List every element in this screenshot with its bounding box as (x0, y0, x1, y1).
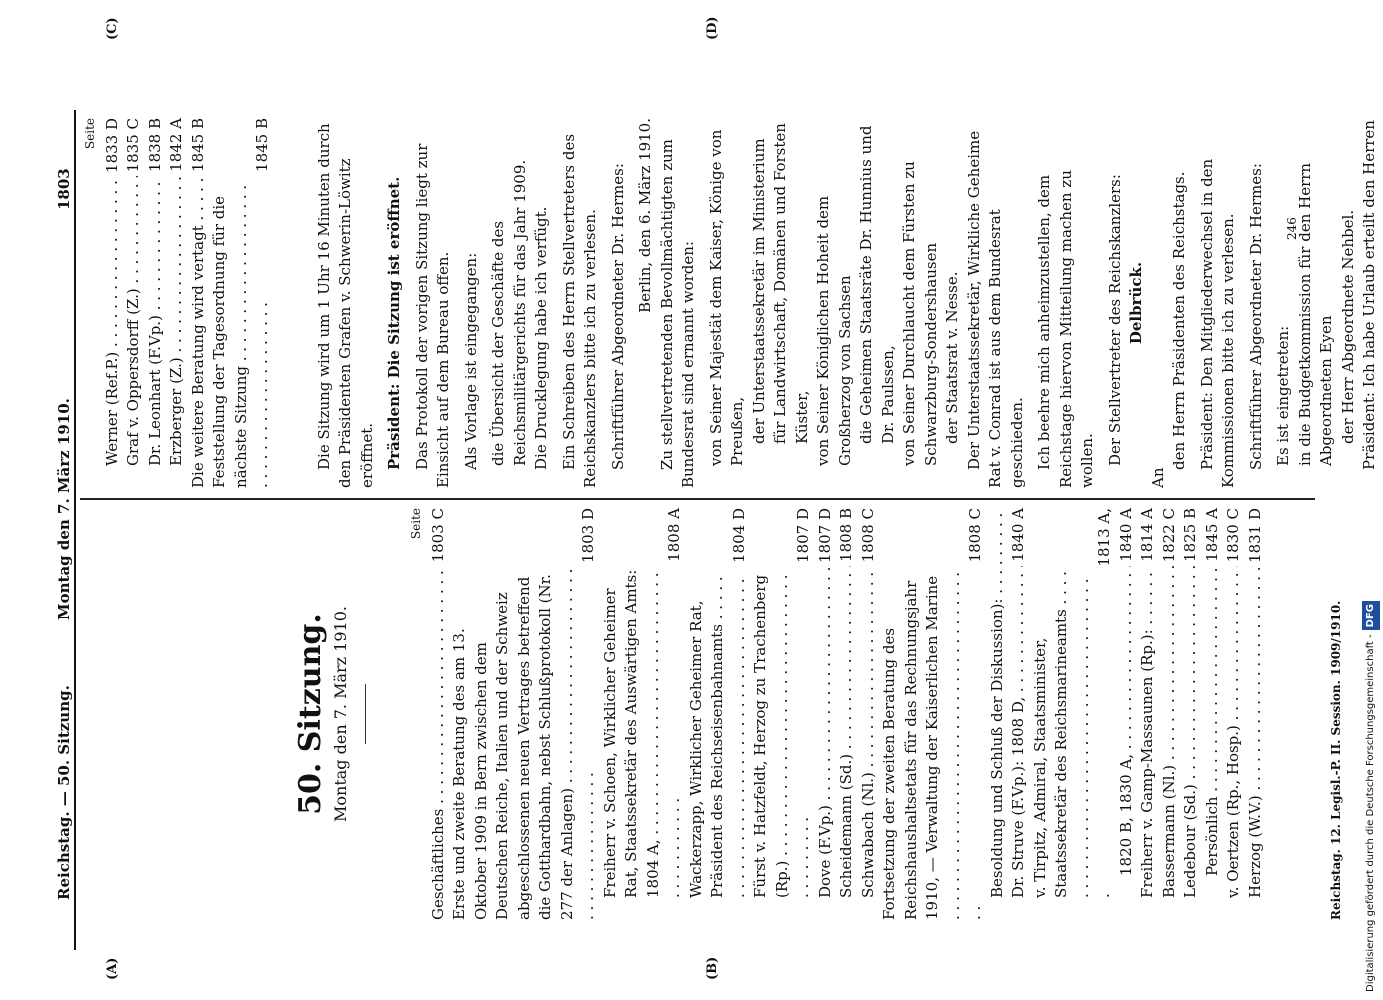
toc-entry: Besoldung und Schluß der Diskussion): . . . (987, 508, 1009, 920)
body-paragraph: der Unterstaatssekretär im Ministerium für Landwirtschaft, Domänen und Forsten Küster, (749, 123, 811, 444)
dfg-logo: DFG (1362, 601, 1380, 630)
body-paragraph: von Seiner Durchlaucht dem Fürsten zu Schwarzburg-Sondershausen (900, 161, 940, 466)
session-title: 50. Sitzung. (293, 613, 328, 815)
short-rule (365, 684, 366, 744)
toc-entry: Wackerzapp, Wirklicher Geheimer Rat, Präsident des Reichseisenbahnamts . . . 1804 D (686, 508, 751, 920)
right-toc-seite-label: Seite (83, 118, 97, 150)
body-paragraph: Die Drucklegung habe ich verfügt. (532, 206, 550, 470)
margin-letter-a: (A) (105, 957, 120, 980)
margin-letter-c: (C) (105, 17, 120, 40)
toc-entry: Graf v. Oppersdorff (Z.) . . . 1835 C (123, 118, 145, 488)
margin-letter-b: (B) (705, 956, 720, 980)
toc-entry: Dr. Struve (F.Vp.): 1808 D, . . . 1840 A (1008, 508, 1030, 920)
body-paragraph: Ein Schreiben des Herrn Stellvertreters des Reichskanzlers bitte ich zu verlesen. (559, 133, 599, 488)
signature-name: Delbrück. (1127, 261, 1145, 345)
body-paragraph: die Übersicht der Geschäfte des Reichsmilitärgerichts für das Jahr 1909. (489, 159, 529, 466)
body-paragraph: in die Budgetkommission für den Herrn Abgeordneten Eyen (1295, 162, 1335, 466)
toc-entry: Freiherr v. Gamp-Massaunen (Rp.): . . . 1814 A (1137, 508, 1159, 920)
speaker-line: Schriftführer Abgeordneter Dr. Hermes: (1246, 163, 1265, 470)
body-paragraph: Ich beehre mich anheimzustellen, dem Reichstage hiervon Mitteilung machen zu wollen. (1035, 170, 1096, 488)
body-paragraph: der Herr Abgeordnete Nehbel. (1338, 209, 1357, 444)
toc-entry: Dove (F.Vp.) . . . 1807 D (815, 508, 837, 920)
header-center: Montag den 7. März 1910. (55, 398, 73, 620)
body-paragraph: Der Stellvertreter des Reichskanzlers: (1105, 174, 1124, 466)
right-column (80, 118, 1383, 488)
toc-entry: Erste und zweite Beratung des am 13. Oktober 1909 in Bern zwischen dem Deutschen Reiche, Italien und der Schweiz abgeschlossenen neuen Vertrages betreffend die Gotthardbahn, nebst Schlußprotokoll (Nr. 277 der Anlagen) . . . 1803 D (449, 508, 600, 920)
opening-line: Die Sitzung wird um 1 Uhr 16 Minuten durch den Präsidenten Grafen v. Schwerin-Löwitz eröffnet. (314, 123, 376, 488)
body-paragraph: Als Vorlage ist eingegangen: (461, 252, 480, 470)
toc-entry: Ledebour (Sd.) . . . 1825 B (1180, 508, 1202, 920)
toc-entry: Erzberger (Z.) . . . 1842 A (166, 118, 188, 488)
body-paragraph: die Geheimen Staatsräte Dr. Hunnius und Dr. Paulssen, (857, 125, 897, 444)
addressee-line: den Herrn Präsidenten des Reichstags. (1170, 171, 1188, 470)
toc-entry: Schwabach (Nl.) . . . 1808 C (858, 508, 880, 920)
body-paragraph: von Seiner Königlichen Hoheit dem Großherzog von Sachsen (814, 195, 854, 466)
body-paragraph: Das Protokoll der vorigen Sitzung liegt zur Einsicht auf dem Bureau offen. (412, 143, 452, 488)
header-page-number: 1803 (55, 168, 73, 210)
toc-entry: Bassermann (Nl.) . . . 1822 C (1159, 508, 1181, 920)
president-statement: Präsident: Ich habe Urlaub erteilt den Herren (1360, 120, 1378, 470)
footer-session-line: Reichstag. 12. Legisl.-P. II. Session. 1909/1910. (1329, 600, 1343, 920)
president-statement: Präsident: Die Sitzung ist eröffnet. (385, 176, 403, 470)
body-paragraph: der Staatsrat v. Nesse. (943, 271, 961, 444)
toc-entry: Herzog (W.V.) . . . 1831 D (1245, 508, 1267, 920)
body-paragraph: Es ist eingetreten: (1274, 325, 1292, 466)
toc-entry: Freiherr v. Schoen, Wirklicher Geheimer Rat, Staatssekretär des Auswärtigen Amts: 1804 A, . . . 1808 A (600, 508, 686, 920)
toc-seite-label: Seite (409, 508, 423, 540)
session-date: Montag den 7. März 1910. (330, 606, 350, 822)
toc-entry: Fortsetzung der zweiten Beratung des Reichshaushaltsetats für das Rechnungsjahr 1910, — Verwaltung der Kaiserlichen Marine . . . 1808 C (879, 508, 987, 920)
president-statement: Präsident: Den Mitgliederwechsel in den Kommissionen bitte ich zu verlesen. (1197, 158, 1237, 488)
margin-letter-d: (D) (705, 16, 720, 40)
addressee-line: An (1148, 467, 1167, 488)
toc-entry: v. Oertzen (Rp., Hosp.) . . . 1830 C (1223, 508, 1245, 920)
letter-date: Berlin, den 6. März 1910. (636, 118, 654, 313)
toc-entry: Dr. Leonhart (F.Vp.) . . . 1838 B (145, 118, 167, 488)
column-divider (80, 498, 1315, 500)
left-column (80, 508, 1266, 920)
dfg-credit-text: Digitalisierung gefördert durch die Deutsche Forschungsgemeinschaft - (1365, 634, 1376, 992)
toc-entry: Fürst v. Hatzfeldt, Herzog zu Trachenberg (Rp.) . . . 1807 D (750, 508, 815, 920)
toc-entry: Die weitere Beratung wird vertagt . . . 1845 B (188, 118, 210, 488)
header-rule (74, 110, 76, 950)
toc-entry: Feststellung der Tagesordnung für die nächste Sitzung . . . 1845 B (209, 118, 274, 488)
speaker-line: Schriftführer Abgeordneter Dr. Hermes: (608, 163, 627, 470)
toc-entry: Werner (Ref.P.) . . . 1833 D (102, 118, 124, 488)
body-paragraph: von Seiner Majestät dem Kaiser, Könige von Preußen, (706, 129, 746, 466)
body-paragraph: Der Unterstaatssekretär, Wirkliche Geheime Rat v. Conrad ist aus dem Bundesrat geschieden. (964, 130, 1026, 488)
body-paragraph: Zu stellvertretenden Bevollmächtigten zum Bundesrat sind ernannt worden: (657, 139, 697, 488)
header-left: Reichstag. — 50. Sitzung. (55, 685, 73, 900)
toc-entry: Persönlich . . . 1845 A (1202, 508, 1224, 920)
toc-entry: v. Tirpitz, Admiral, Staatsminister, Staatssekretär des Reichsmarineamts . . . 1813 A, (1030, 508, 1116, 920)
toc-entry: Geschäftliches . . . 1803 C (428, 508, 450, 920)
dfg-credit (1362, 8, 1380, 992)
folio-number: 246 (1285, 217, 1299, 240)
table-of-contents (428, 508, 1267, 920)
toc-entry: 1820 B, 1830 A, . . . 1840 A (1116, 508, 1138, 920)
toc-entry: Scheidemann (Sd.) . . . 1808 B (836, 508, 858, 920)
